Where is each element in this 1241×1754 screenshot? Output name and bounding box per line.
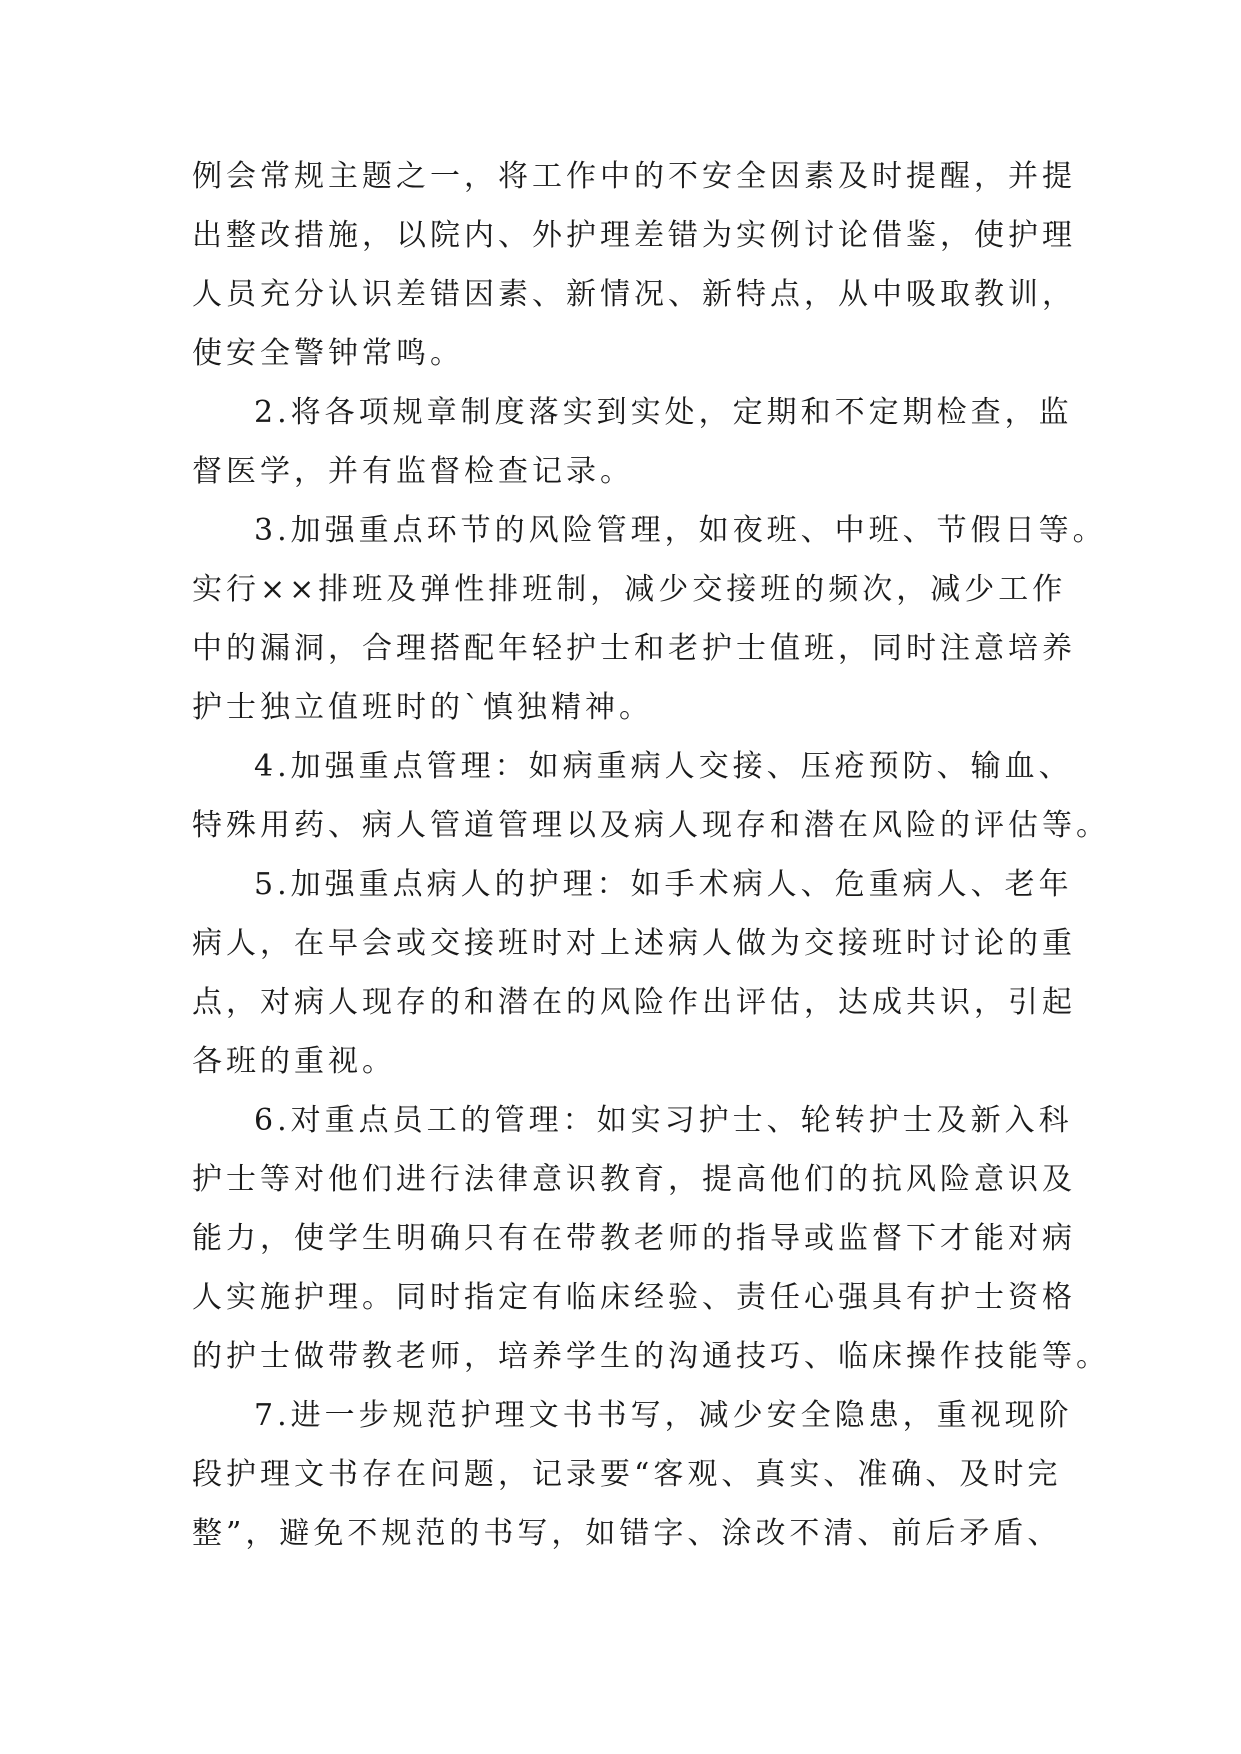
text-line: 例会常规主题之一，将工作中的不安全因素及时提醒，并提 xyxy=(192,159,1076,194)
text-line: 整”，避免不规范的书写，如错字、涂改不清、前后矛盾、 xyxy=(192,1516,1062,1551)
document-body xyxy=(192,158,1110,1574)
text-line: 中的漏洞，合理搭配年轻护士和老护士值班，同时注意培养 xyxy=(192,631,1076,666)
text-line: 6.对重点员工的管理：如实习护士、轮转护士及新入科 xyxy=(254,1103,1073,1138)
text-line: 人实施护理。同时指定有临床经验、责任心强具有护士资格 xyxy=(192,1280,1076,1315)
text-line: 出整改措施，以院内、外护理差错为实例讨论借鉴，使护理 xyxy=(192,218,1076,253)
text-line: 实行××排班及弹性排班制，减少交接班的频次，减少工作 xyxy=(192,572,1067,607)
text-line: 2.将各项规章制度落实到实处，定期和不定期检查，监 xyxy=(254,395,1073,430)
text-line: 3.加强重点环节的风险管理，如夜班、中班、节假日等。 xyxy=(254,513,1107,548)
text-line: 的护士做带教老师，培养学生的沟通技巧、临床操作技能等。 xyxy=(192,1339,1110,1374)
text-line: 人员充分认识差错因素、新情况、新特点，从中吸取教训， xyxy=(192,277,1076,312)
text-line: 特殊用药、病人管道管理以及病人现存和潜在风险的评估等。 xyxy=(192,808,1110,843)
text-line: 各班的重视。 xyxy=(192,1044,396,1079)
text-line: 病人，在早会或交接班时对上述病人做为交接班时讨论的重 xyxy=(192,926,1076,961)
text-line: 段护理文书存在问题，记录要“客观、真实、准确、及时完 xyxy=(192,1457,1062,1492)
text-line: 4.加强重点管理：如病重病人交接、压疮预防、输血、 xyxy=(254,749,1073,784)
text-line: 5.加强重点病人的护理：如手术病人、危重病人、老年 xyxy=(254,867,1073,902)
text-line: 能力，使学生明确只有在带教老师的指导或监督下才能对病 xyxy=(192,1221,1076,1256)
text-line: 点，对病人现存的和潜在的风险作出评估，达成共识，引起 xyxy=(192,985,1076,1020)
text-line: 护士独立值班时的`慎独精神。 xyxy=(192,690,653,725)
text-line: 护士等对他们进行法律意识教育，提高他们的抗风险意识及 xyxy=(192,1162,1076,1197)
text-line: 督医学，并有监督检查记录。 xyxy=(192,454,634,489)
text-line: 使安全警钟常鸣。 xyxy=(192,336,464,371)
text-line: 7.进一步规范护理文书书写，减少安全隐患，重视现阶 xyxy=(254,1398,1073,1433)
